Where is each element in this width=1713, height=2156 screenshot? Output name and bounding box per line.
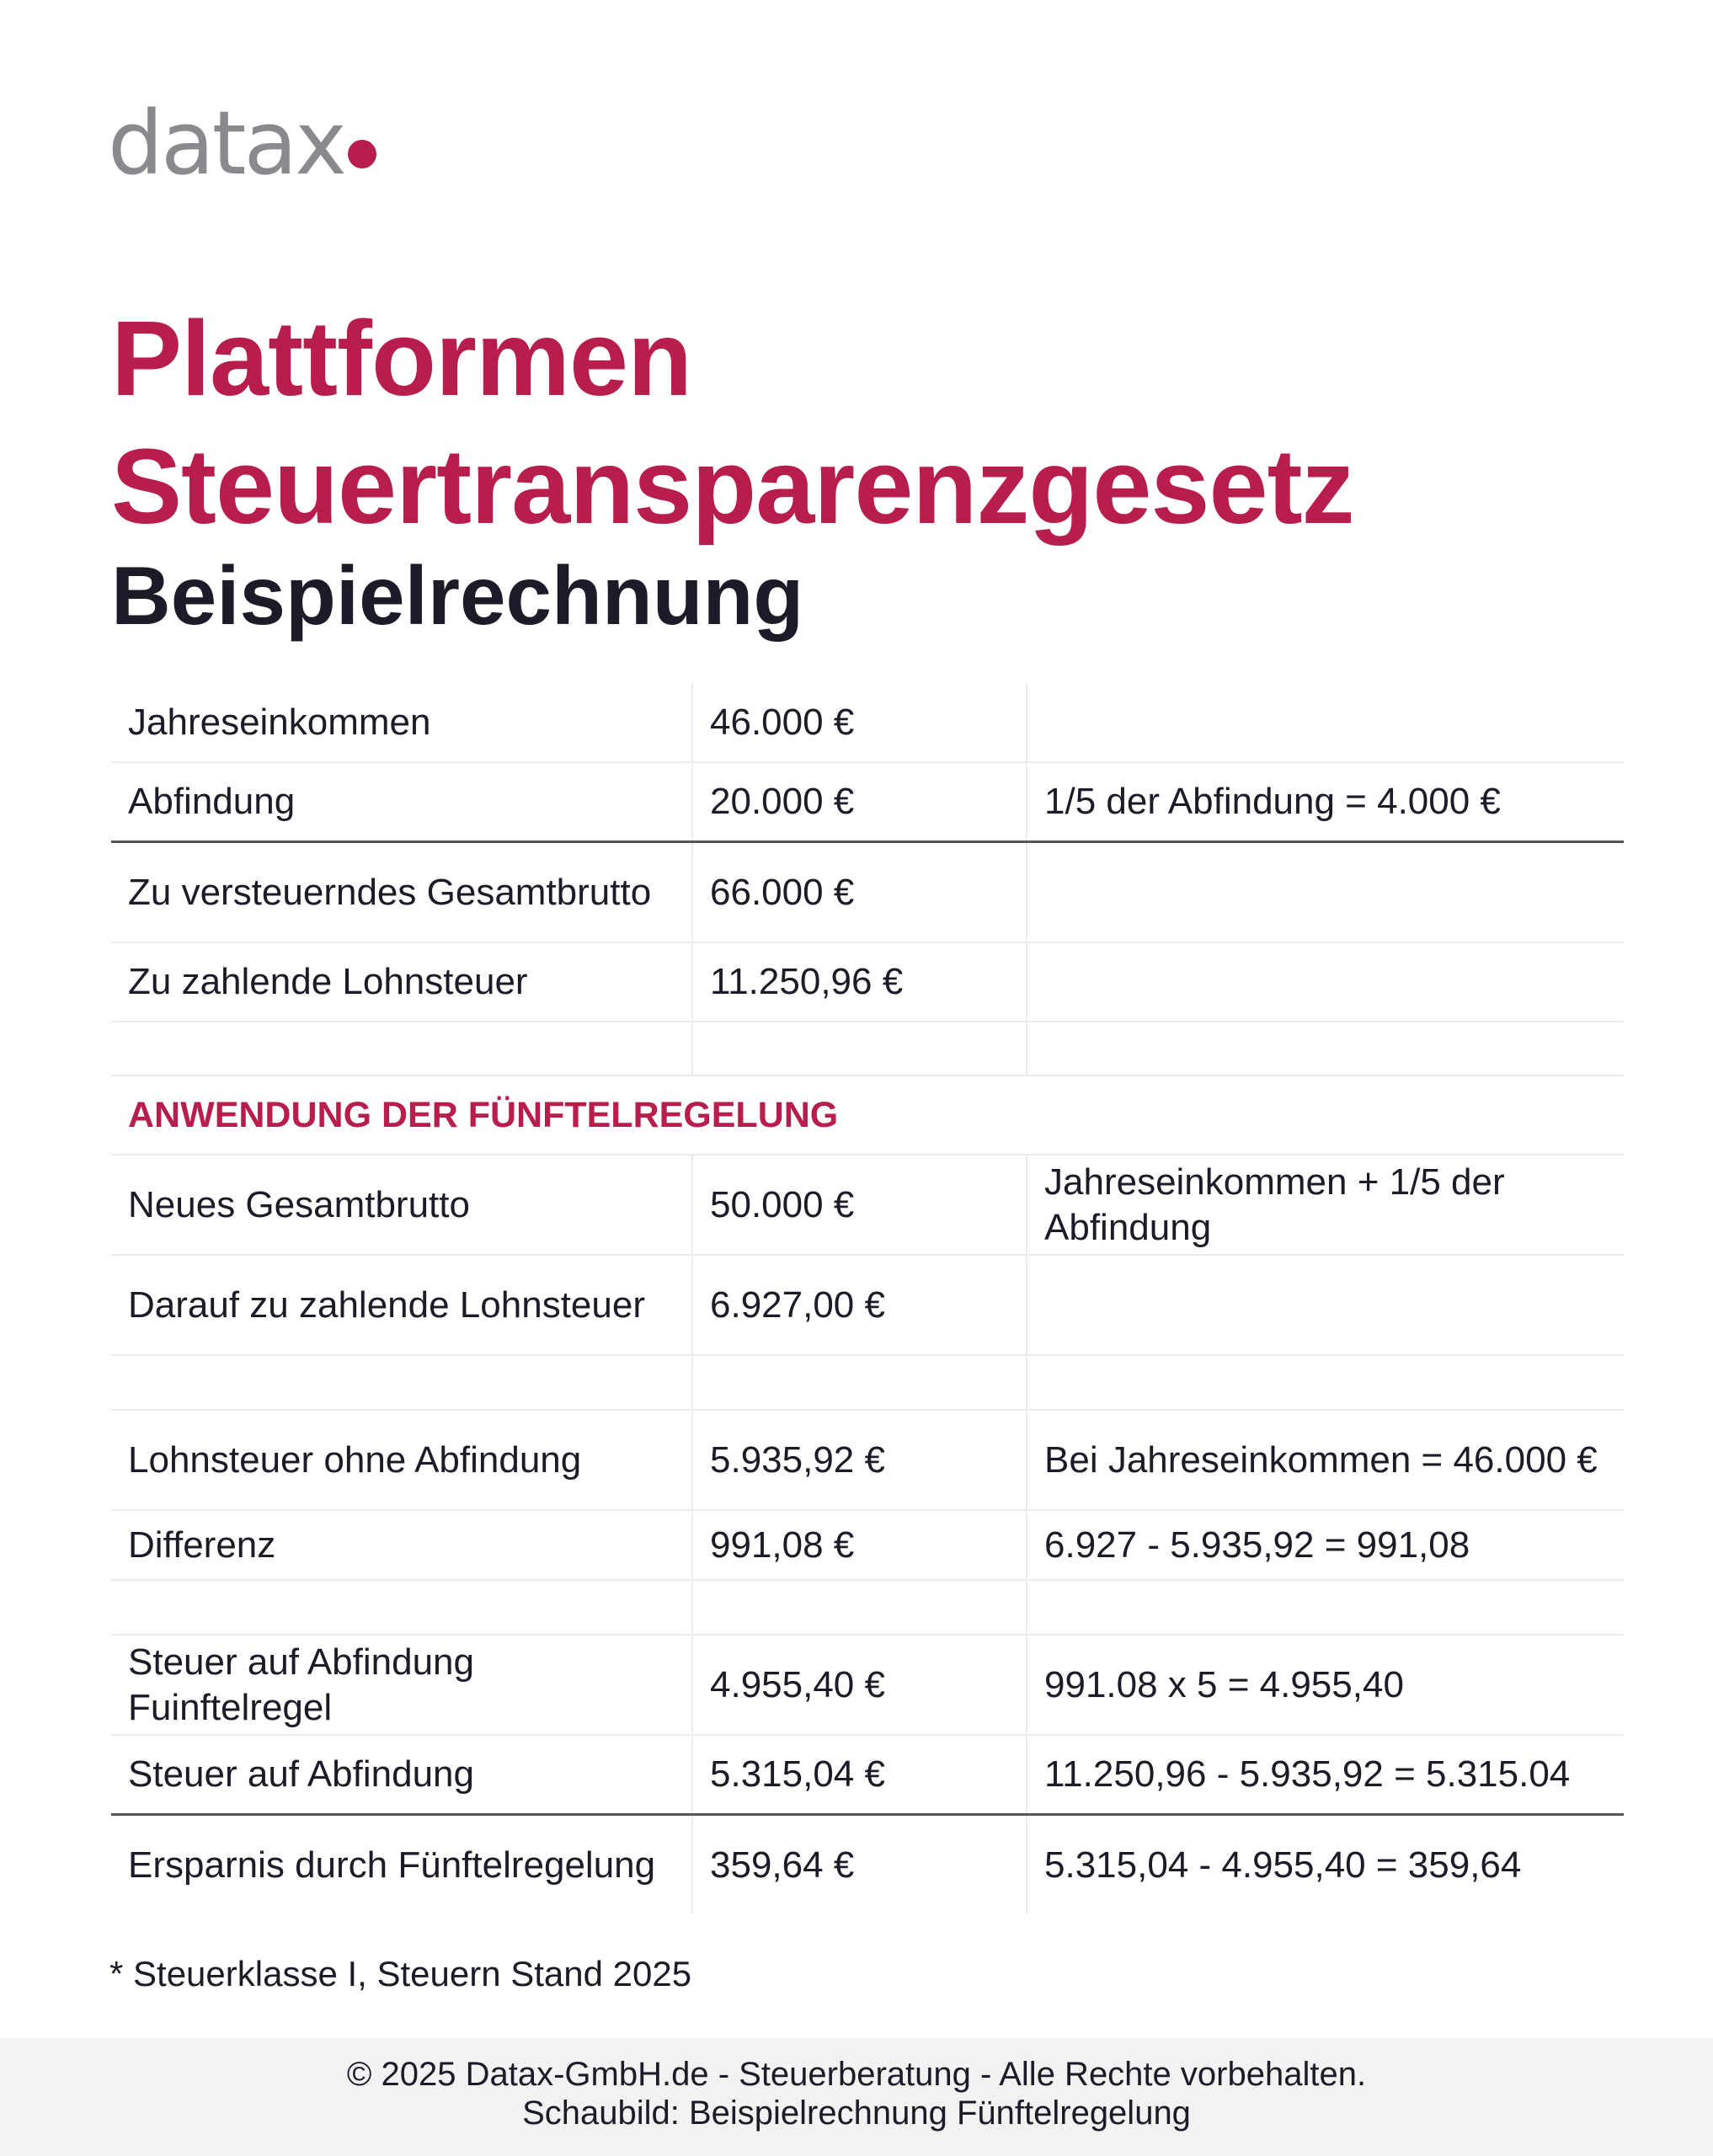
logo-dot-icon: [348, 140, 376, 168]
row-value: 50.000 €: [692, 1155, 1027, 1255]
table-row-total: [111, 1815, 1624, 1915]
calculation-table: [111, 684, 1624, 1914]
row-value: 991,08 €: [692, 1510, 1027, 1580]
row-note: [1027, 1255, 1624, 1355]
brand-logo: [108, 92, 376, 195]
row-value: 4.955,40 €: [692, 1635, 1027, 1735]
table-row: [111, 1255, 1624, 1355]
row-label: Zu versteuerndes Gesamtbrutto: [111, 842, 692, 943]
spacer-row: [111, 1022, 1624, 1075]
footer-caption: Schaubild: Beispielrechnung Fünftelregelung: [522, 2095, 1191, 2132]
table-row: [111, 942, 1624, 1022]
row-value: 46.000 €: [692, 684, 1027, 762]
row-label: Lohnsteuer ohne Abfindung: [111, 1410, 692, 1510]
row-value: 5.935,92 €: [692, 1410, 1027, 1510]
page-footer: [0, 2038, 1713, 2156]
row-label: Neues Gesamtbrutto: [111, 1155, 692, 1255]
table-row: [111, 842, 1624, 943]
row-note: 6.927 - 5.935,92 = 991,08: [1027, 1510, 1624, 1580]
row-note: 1/5 der Abfindung = 4.000 €: [1027, 762, 1624, 842]
row-label: Abfindung: [111, 762, 692, 842]
spacer-row: [111, 1355, 1624, 1410]
section-heading-row: [111, 1075, 1624, 1155]
row-label: Steuer auf Abfindung Fuinftelregel: [111, 1635, 692, 1735]
row-note: Bei Jahreseinkommen = 46.000 €: [1027, 1410, 1624, 1510]
table-row: [111, 1155, 1624, 1255]
row-label: Zu zahlende Lohnsteuer: [111, 942, 692, 1022]
spacer-row: [111, 1580, 1624, 1635]
row-value: 359,64 €: [692, 1815, 1027, 1915]
logo-text: datax: [108, 92, 344, 195]
row-note: 991.08 x 5 = 4.955,40: [1027, 1635, 1624, 1735]
table-row: [111, 1410, 1624, 1510]
row-value: 20.000 €: [692, 762, 1027, 842]
row-value: 11.250,96 €: [692, 942, 1027, 1022]
table-row: [111, 684, 1624, 762]
row-note: [1027, 942, 1624, 1022]
title-line-2: Steuertransparenzgesetz: [111, 427, 1354, 546]
row-label: Darauf zu zahlende Lohnsteuer: [111, 1255, 692, 1355]
footer-copyright: © 2025 Datax-GmbH.de - Steuerberatung - Alle Rechte vorbehalten.: [346, 2056, 1367, 2093]
row-label: Steuer auf Abfindung: [111, 1735, 692, 1815]
footnote: * Steuerklasse I, Steuern Stand 2025: [109, 1954, 692, 1993]
title-line-1: Plattformen: [111, 299, 692, 418]
row-note: 11.250,96 - 5.935,92 = 5.315.04: [1027, 1735, 1624, 1815]
table-row: [111, 1510, 1624, 1580]
row-note: 5.315,04 - 4.955,40 = 359,64: [1027, 1815, 1624, 1915]
row-note: [1027, 842, 1624, 943]
page-title: [111, 295, 1354, 551]
row-label: Ersparnis durch Fünftelregelung: [128, 1844, 656, 1886]
table-row: [111, 762, 1624, 842]
row-label: Jahreseinkommen: [111, 684, 692, 762]
row-note: [1027, 684, 1624, 762]
row-value: 5.315,04 €: [692, 1735, 1027, 1815]
table-row: [111, 1735, 1624, 1815]
section-heading: ANWENDUNG DER FÜNFTELREGELUNG: [111, 1075, 1624, 1155]
row-value: 6.927,00 €: [692, 1255, 1027, 1355]
row-label: Differenz: [111, 1510, 692, 1580]
page-subtitle: Beispielrechnung: [111, 549, 804, 642]
table-row: [111, 1635, 1624, 1735]
row-value: 66.000 €: [692, 842, 1027, 943]
row-note: Jahreseinkommen + 1/5 der Abfindung: [1027, 1155, 1624, 1255]
